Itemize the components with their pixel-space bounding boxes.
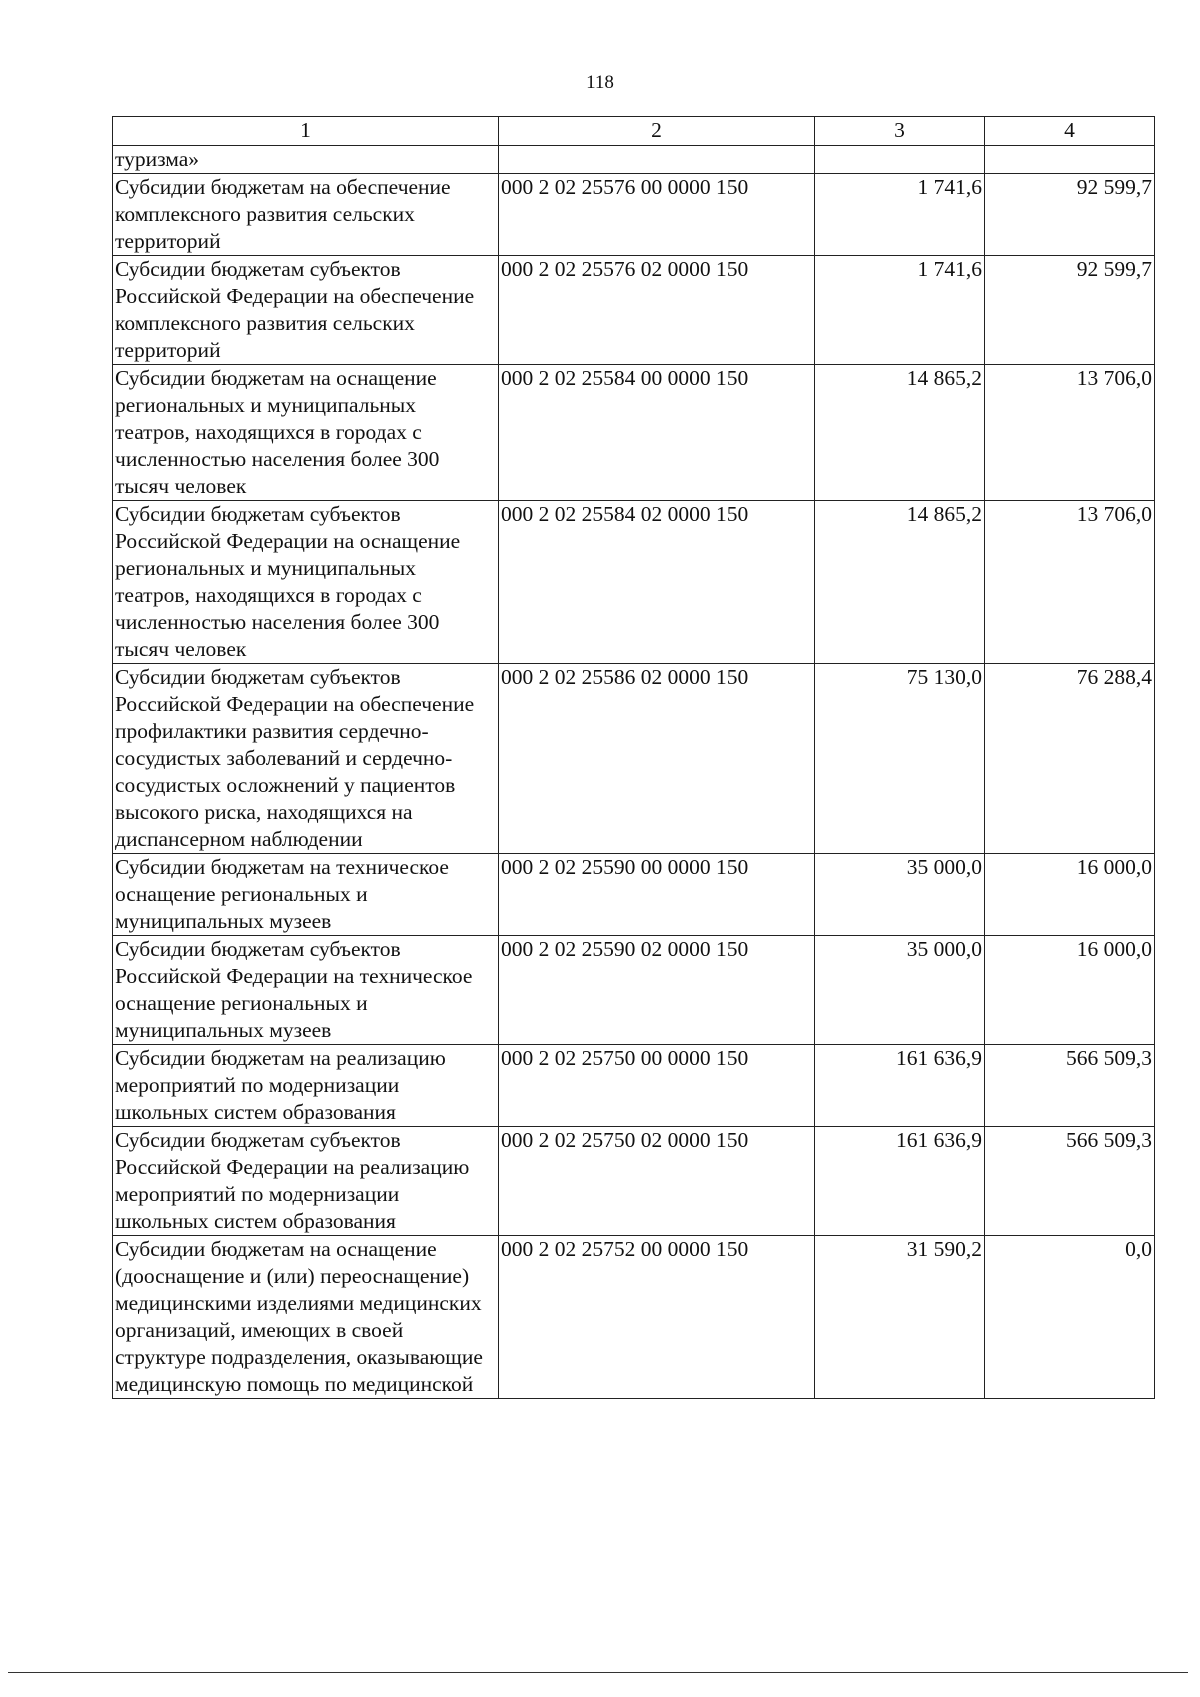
table-row — [113, 174, 1155, 256]
row-col3: 14 865,2 — [815, 501, 985, 664]
row-col3: 1 741,6 — [815, 256, 985, 365]
row-name: Субсидии бюджетам субъектов Российской Федерации на обеспечение комплексного развития сельских территорий — [113, 256, 499, 365]
row-col4: 13 706,0 — [985, 501, 1155, 664]
row-code: 000 2 02 25576 02 0000 150 — [499, 256, 815, 365]
row-col3: 35 000,0 — [815, 936, 985, 1045]
row-name: Субсидии бюджетам субъектов Российской Федерации на обеспечение профилактики развития сердечно-сосудистых заболеваний и сердечно-сосудистых осложнений у пациентов высокого риска, находящихся на диспансерном наблюдении — [113, 664, 499, 854]
table-row — [113, 501, 1155, 664]
budget-table — [112, 116, 1155, 1399]
row-name: Субсидии бюджетам на реализацию мероприятий по модернизации школьных систем образования — [113, 1045, 499, 1127]
row-col4: 16 000,0 — [985, 936, 1155, 1045]
row-col3: 14 865,2 — [815, 365, 985, 501]
table-row — [113, 256, 1155, 365]
row-code — [499, 146, 815, 174]
row-name: Субсидии бюджетам на обеспечение комплексного развития сельских территорий — [113, 174, 499, 256]
row-col4: 92 599,7 — [985, 174, 1155, 256]
row-name: Субсидии бюджетам субъектов Российской Федерации на реализацию мероприятий по модернизации школьных систем образования — [113, 1127, 499, 1236]
row-name: Субсидии бюджетам на техническое оснащение региональных и муниципальных музеев — [113, 854, 499, 936]
row-col3: 161 636,9 — [815, 1127, 985, 1236]
row-col3 — [815, 146, 985, 174]
row-col4: 13 706,0 — [985, 365, 1155, 501]
row-name: Субсидии бюджетам субъектов Российской Федерации на техническое оснащение региональных и муниципальных музеев — [113, 936, 499, 1045]
table-row — [113, 1045, 1155, 1127]
row-name: Субсидии бюджетам на оснащение региональных и муниципальных театров, находящихся в городах с численностью населения более 300 тысяч человек — [113, 365, 499, 501]
table-row — [113, 1236, 1155, 1399]
header-col-2: 2 — [499, 117, 815, 146]
row-code: 000 2 02 25584 02 0000 150 — [499, 501, 815, 664]
row-col3: 35 000,0 — [815, 854, 985, 936]
row-code: 000 2 02 25750 00 0000 150 — [499, 1045, 815, 1127]
row-col3: 31 590,2 — [815, 1236, 985, 1399]
row-code: 000 2 02 25750 02 0000 150 — [499, 1127, 815, 1236]
row-col4: 0,0 — [985, 1236, 1155, 1399]
row-name: туризма» — [113, 146, 499, 174]
row-code: 000 2 02 25590 02 0000 150 — [499, 936, 815, 1045]
row-name: Субсидии бюджетам субъектов Российской Федерации на оснащение региональных и муниципальных театров, находящихся в городах с численностью населения более 300 тысяч человек — [113, 501, 499, 664]
header-col-1: 1 — [113, 117, 499, 146]
page-number: 118 — [586, 72, 614, 93]
table-row — [113, 936, 1155, 1045]
row-col4 — [985, 146, 1155, 174]
table-row — [113, 664, 1155, 854]
table-header-row — [113, 117, 1155, 146]
row-col4: 566 509,3 — [985, 1045, 1155, 1127]
row-col4: 76 288,4 — [985, 664, 1155, 854]
row-col3: 161 636,9 — [815, 1045, 985, 1127]
row-code: 000 2 02 25584 00 0000 150 — [499, 365, 815, 501]
row-col3: 75 130,0 — [815, 664, 985, 854]
row-col4: 92 599,7 — [985, 256, 1155, 365]
row-code: 000 2 02 25752 00 0000 150 — [499, 1236, 815, 1399]
table-row — [113, 146, 1155, 174]
header-col-3: 3 — [815, 117, 985, 146]
header-col-4: 4 — [985, 117, 1155, 146]
row-col4: 16 000,0 — [985, 854, 1155, 936]
table-row — [113, 365, 1155, 501]
row-code: 000 2 02 25590 00 0000 150 — [499, 854, 815, 936]
row-code: 000 2 02 25586 02 0000 150 — [499, 664, 815, 854]
page-bottom-rule — [8, 1672, 1188, 1673]
row-col3: 1 741,6 — [815, 174, 985, 256]
row-col4: 566 509,3 — [985, 1127, 1155, 1236]
table-row — [113, 1127, 1155, 1236]
row-code: 000 2 02 25576 00 0000 150 — [499, 174, 815, 256]
table-row — [113, 854, 1155, 936]
row-name: Субсидии бюджетам на оснащение (дооснащение и (или) переоснащение) медицинскими изделиями медицинских организаций, имеющих в своей структуре подразделения, оказывающие медицинскую помощь по медицинской — [113, 1236, 499, 1399]
